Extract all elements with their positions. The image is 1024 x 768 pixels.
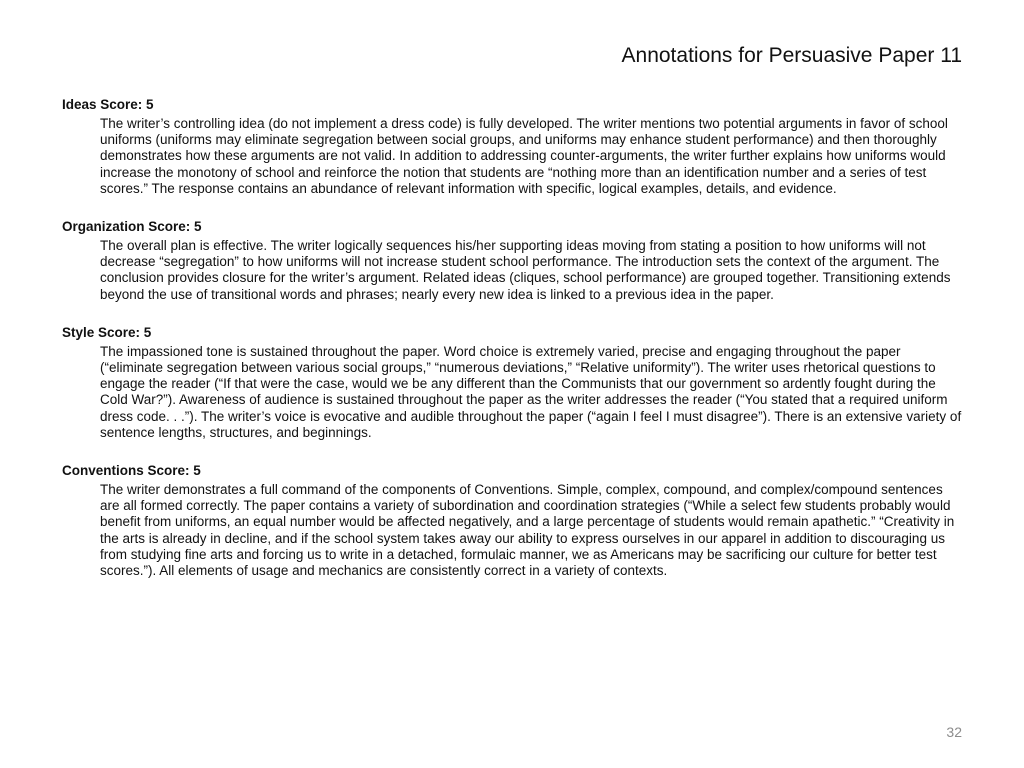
organization-section xyxy=(62,219,964,303)
conventions-score-heading: Conventions Score: 5 xyxy=(62,463,201,479)
annotations-content xyxy=(62,97,964,601)
style-annotation-text: The impassioned tone is sustained throughout the paper. Word choice is extremely varied, precise and engaging throughout the paper (“eliminate segregation between various social groups,” “numerous deviations,” “Relative uniformity”). The writer uses rhetorical questions to engage the reader (“If that were the case, would we be any different than the Communists that our government so ardently fought during the Cold War?”). Awareness of audience is sustained throughout the paper as the writer addresses the reader (“You stated that a required uniform dress code. . .”). The writer’s voice is evocative and audible throughout the paper (“again I feel I must disagree”). There is an extensive variety of sentence lengths, structures, and beginnings. xyxy=(100,343,962,440)
ideas-annotation-text: The writer’s controlling idea (do not implement a dress code) is fully developed. The writer mentions two potential arguments in favor of school uniforms (uniforms may eliminate segregation between social groups, and uniforms may enhance student performance) and then thoroughly demonstrates how these arguments are not valid. In addition to addressing counter-arguments, the writer further explains how uniforms would increase the monotony of school and reinforce the notion that students are “nothing more than an identification number and a series of test scores.” The response contains an abundance of relevant information with specific, logical examples, details, and evidence. xyxy=(100,116,948,196)
style-section xyxy=(62,325,964,441)
page-number: 32 xyxy=(946,724,962,740)
slide-title: Annotations for Persuasive Paper 11 xyxy=(621,44,962,67)
ideas-score-heading: Ideas Score: 5 xyxy=(62,97,154,112)
organization-score-heading: Organization Score: 5 xyxy=(62,219,202,235)
organization-annotation-text: The overall plan is effective. The writer logically sequences his/her supporting ideas moving from stating a position to how uniforms will not decrease “segregation” to how uniforms will not increase student school performance. The introduction sets the context of the argument. The conclusion provides closure for the writer’s argument. Related ideas (cliques, school performance) are grouped together. Transitioning extends beyond the use of transitional words and phrases; nearly every new idea is linked to a previous idea in the paper. xyxy=(100,238,951,302)
style-score-heading: Style Score: 5 xyxy=(62,324,152,340)
ideas-section xyxy=(62,97,964,197)
conventions-annotation-text: The writer demonstrates a full command of the components of Conventions. Simple, complex, compound, and complex/compound sentences are all formed correctly. The paper contains a variety of subordination and coordination strategies (“While a select few students probably would benefit from uniforms, an equal number would be affected negatively, and a large percentage of students would remain apathetic.” “Creativity in the arts is already in decline, and if the school system takes away our ability to express ourselves in our apparel in addition to discouraging us from studying fine arts and forcing us to write in a detached, formulaic manner, we as Americans may be sacrificing our culture for better test scores.”). All elements of usage and mechanics are consistently correct in a variety of contexts. xyxy=(100,482,955,579)
conventions-section xyxy=(62,463,964,579)
